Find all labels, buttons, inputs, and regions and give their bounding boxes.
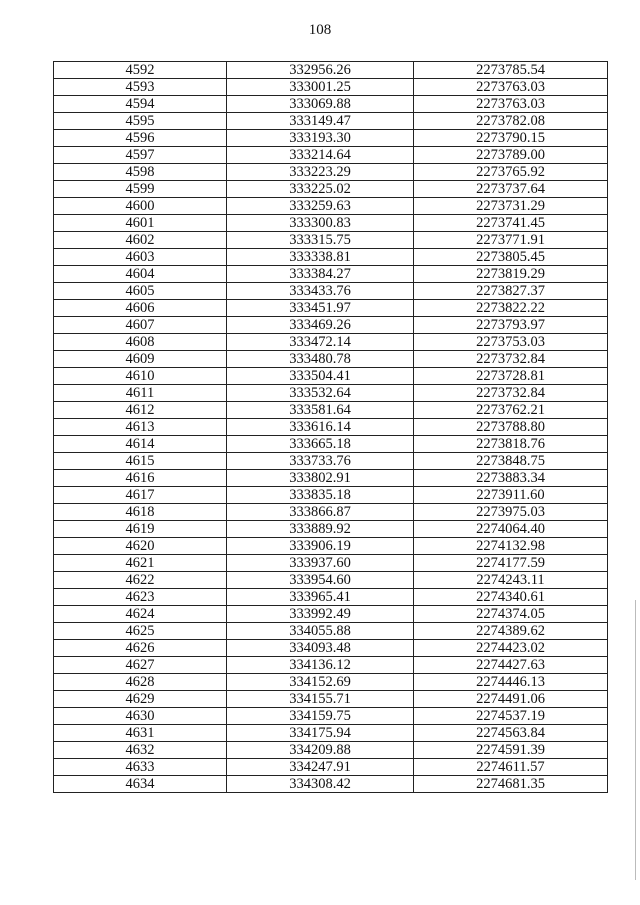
point-number-cell: 4592 — [54, 62, 227, 79]
x-coordinate-cell: 333504.41 — [227, 368, 414, 385]
point-number-cell: 4616 — [54, 470, 227, 487]
x-coordinate-cell: 333665.18 — [227, 436, 414, 453]
point-number-cell: 4603 — [54, 249, 227, 266]
table-row — [54, 725, 608, 742]
y-coordinate-cell: 2273822.22 — [414, 300, 608, 317]
y-coordinate-cell: 2274537.19 — [414, 708, 608, 725]
point-number-cell: 4609 — [54, 351, 227, 368]
point-number-cell: 4623 — [54, 589, 227, 606]
point-number-cell: 4598 — [54, 164, 227, 181]
y-coordinate-cell: 2273771.91 — [414, 232, 608, 249]
table-row — [54, 419, 608, 436]
x-coordinate-cell: 334093.48 — [227, 640, 414, 657]
y-coordinate-cell: 2274389.62 — [414, 623, 608, 640]
table-row — [54, 640, 608, 657]
y-coordinate-cell: 2274423.02 — [414, 640, 608, 657]
point-number-cell: 4595 — [54, 113, 227, 130]
point-number-cell: 4617 — [54, 487, 227, 504]
point-number-cell: 4607 — [54, 317, 227, 334]
table-row — [54, 147, 608, 164]
x-coordinate-cell: 333193.30 — [227, 130, 414, 147]
point-number-cell: 4605 — [54, 283, 227, 300]
table-row — [54, 334, 608, 351]
table-row — [54, 708, 608, 725]
y-coordinate-cell: 2274427.63 — [414, 657, 608, 674]
table-row — [54, 130, 608, 147]
y-coordinate-cell: 2274591.39 — [414, 742, 608, 759]
point-number-cell: 4597 — [54, 147, 227, 164]
table-row — [54, 96, 608, 113]
table-row — [54, 742, 608, 759]
point-number-cell: 4621 — [54, 555, 227, 572]
y-coordinate-cell: 2273782.08 — [414, 113, 608, 130]
y-coordinate-cell: 2273763.03 — [414, 79, 608, 96]
y-coordinate-cell: 2273737.64 — [414, 181, 608, 198]
table-row — [54, 470, 608, 487]
point-number-cell: 4634 — [54, 776, 227, 793]
table-row — [54, 487, 608, 504]
point-number-cell: 4622 — [54, 572, 227, 589]
coordinates-table — [53, 61, 608, 793]
table-row — [54, 691, 608, 708]
x-coordinate-cell: 334136.12 — [227, 657, 414, 674]
table-row — [54, 555, 608, 572]
table-row — [54, 589, 608, 606]
x-coordinate-cell: 334308.42 — [227, 776, 414, 793]
x-coordinate-cell: 333259.63 — [227, 198, 414, 215]
y-coordinate-cell: 2273741.45 — [414, 215, 608, 232]
x-coordinate-cell: 333532.64 — [227, 385, 414, 402]
point-number-cell: 4600 — [54, 198, 227, 215]
table-row — [54, 436, 608, 453]
table-row — [54, 674, 608, 691]
y-coordinate-cell: 2274340.61 — [414, 589, 608, 606]
page-number: 108 — [308, 22, 332, 38]
x-coordinate-cell: 333954.60 — [227, 572, 414, 589]
point-number-cell: 4596 — [54, 130, 227, 147]
point-number-cell: 4612 — [54, 402, 227, 419]
table-row — [54, 385, 608, 402]
point-number-cell: 4633 — [54, 759, 227, 776]
table-row — [54, 283, 608, 300]
y-coordinate-cell: 2273732.84 — [414, 385, 608, 402]
point-number-cell: 4608 — [54, 334, 227, 351]
x-coordinate-cell: 333433.76 — [227, 283, 414, 300]
table-row — [54, 249, 608, 266]
y-coordinate-cell: 2273911.60 — [414, 487, 608, 504]
x-coordinate-cell: 334055.88 — [227, 623, 414, 640]
y-coordinate-cell: 2273763.03 — [414, 96, 608, 113]
point-number-cell: 4618 — [54, 504, 227, 521]
point-number-cell: 4630 — [54, 708, 227, 725]
point-number-cell: 4629 — [54, 691, 227, 708]
y-coordinate-cell: 2273883.34 — [414, 470, 608, 487]
x-coordinate-cell: 334159.75 — [227, 708, 414, 725]
x-coordinate-cell: 333906.19 — [227, 538, 414, 555]
table-row — [54, 266, 608, 283]
y-coordinate-cell: 2273765.92 — [414, 164, 608, 181]
point-number-cell: 4624 — [54, 606, 227, 623]
x-coordinate-cell: 334175.94 — [227, 725, 414, 742]
x-coordinate-cell: 333315.75 — [227, 232, 414, 249]
x-coordinate-cell: 334247.91 — [227, 759, 414, 776]
table-row — [54, 368, 608, 385]
point-number-cell: 4632 — [54, 742, 227, 759]
y-coordinate-cell: 2273848.75 — [414, 453, 608, 470]
y-coordinate-cell: 2273827.37 — [414, 283, 608, 300]
x-coordinate-cell: 333965.41 — [227, 589, 414, 606]
point-number-cell: 4599 — [54, 181, 227, 198]
y-coordinate-cell: 2273793.97 — [414, 317, 608, 334]
x-coordinate-cell: 332956.26 — [227, 62, 414, 79]
y-coordinate-cell: 2273788.80 — [414, 419, 608, 436]
x-coordinate-cell: 333733.76 — [227, 453, 414, 470]
point-number-cell: 4611 — [54, 385, 227, 402]
table-row — [54, 181, 608, 198]
y-coordinate-cell: 2273785.54 — [414, 62, 608, 79]
table-row — [54, 776, 608, 793]
y-coordinate-cell: 2274491.06 — [414, 691, 608, 708]
x-coordinate-cell: 333451.97 — [227, 300, 414, 317]
x-coordinate-cell: 333616.14 — [227, 419, 414, 436]
table-row — [54, 623, 608, 640]
y-coordinate-cell: 2274446.13 — [414, 674, 608, 691]
y-coordinate-cell: 2274374.05 — [414, 606, 608, 623]
table-row — [54, 504, 608, 521]
table-row — [54, 606, 608, 623]
point-number-cell: 4602 — [54, 232, 227, 249]
scan-edge-line — [635, 600, 636, 880]
x-coordinate-cell: 333469.26 — [227, 317, 414, 334]
point-number-cell: 4631 — [54, 725, 227, 742]
y-coordinate-cell: 2273790.15 — [414, 130, 608, 147]
x-coordinate-cell: 333480.78 — [227, 351, 414, 368]
table-row — [54, 198, 608, 215]
point-number-cell: 4601 — [54, 215, 227, 232]
y-coordinate-cell: 2274611.57 — [414, 759, 608, 776]
y-coordinate-cell: 2274132.98 — [414, 538, 608, 555]
table-row — [54, 402, 608, 419]
table-row — [54, 521, 608, 538]
table-row — [54, 317, 608, 334]
x-coordinate-cell: 333992.49 — [227, 606, 414, 623]
x-coordinate-cell: 334152.69 — [227, 674, 414, 691]
table-row — [54, 453, 608, 470]
point-number-cell: 4614 — [54, 436, 227, 453]
point-number-cell: 4625 — [54, 623, 227, 640]
y-coordinate-cell: 2274064.40 — [414, 521, 608, 538]
table-row — [54, 657, 608, 674]
x-coordinate-cell: 333472.14 — [227, 334, 414, 351]
table-row — [54, 215, 608, 232]
table-row — [54, 538, 608, 555]
x-coordinate-cell: 333889.92 — [227, 521, 414, 538]
y-coordinate-cell: 2273975.03 — [414, 504, 608, 521]
x-coordinate-cell: 333384.27 — [227, 266, 414, 283]
point-number-cell: 4606 — [54, 300, 227, 317]
point-number-cell: 4620 — [54, 538, 227, 555]
x-coordinate-cell: 333338.81 — [227, 249, 414, 266]
y-coordinate-cell: 2273731.29 — [414, 198, 608, 215]
y-coordinate-cell: 2273762.21 — [414, 402, 608, 419]
x-coordinate-cell: 333001.25 — [227, 79, 414, 96]
table-row — [54, 351, 608, 368]
y-coordinate-cell: 2273753.03 — [414, 334, 608, 351]
y-coordinate-cell: 2273805.45 — [414, 249, 608, 266]
table-row — [54, 164, 608, 181]
y-coordinate-cell: 2274177.59 — [414, 555, 608, 572]
table-row — [54, 232, 608, 249]
table-row — [54, 113, 608, 130]
y-coordinate-cell: 2274563.84 — [414, 725, 608, 742]
point-number-cell: 4610 — [54, 368, 227, 385]
table-row — [54, 759, 608, 776]
point-number-cell: 4628 — [54, 674, 227, 691]
y-coordinate-cell: 2273728.81 — [414, 368, 608, 385]
y-coordinate-cell: 2274681.35 — [414, 776, 608, 793]
x-coordinate-cell: 333866.87 — [227, 504, 414, 521]
x-coordinate-cell: 333581.64 — [227, 402, 414, 419]
y-coordinate-cell: 2273732.84 — [414, 351, 608, 368]
x-coordinate-cell: 334155.71 — [227, 691, 414, 708]
table-row — [54, 300, 608, 317]
point-number-cell: 4604 — [54, 266, 227, 283]
point-number-cell: 4619 — [54, 521, 227, 538]
table-row — [54, 572, 608, 589]
x-coordinate-cell: 333802.91 — [227, 470, 414, 487]
y-coordinate-cell: 2273789.00 — [414, 147, 608, 164]
y-coordinate-cell: 2273819.29 — [414, 266, 608, 283]
x-coordinate-cell: 334209.88 — [227, 742, 414, 759]
point-number-cell: 4627 — [54, 657, 227, 674]
x-coordinate-cell: 333937.60 — [227, 555, 414, 572]
x-coordinate-cell: 333223.29 — [227, 164, 414, 181]
coordinates-table-body — [54, 62, 608, 793]
x-coordinate-cell: 333214.64 — [227, 147, 414, 164]
point-number-cell: 4594 — [54, 96, 227, 113]
table-row — [54, 79, 608, 96]
point-number-cell: 4615 — [54, 453, 227, 470]
y-coordinate-cell: 2274243.11 — [414, 572, 608, 589]
x-coordinate-cell: 333225.02 — [227, 181, 414, 198]
x-coordinate-cell: 333069.88 — [227, 96, 414, 113]
point-number-cell: 4593 — [54, 79, 227, 96]
point-number-cell: 4613 — [54, 419, 227, 436]
x-coordinate-cell: 333835.18 — [227, 487, 414, 504]
x-coordinate-cell: 333300.83 — [227, 215, 414, 232]
x-coordinate-cell: 333149.47 — [227, 113, 414, 130]
point-number-cell: 4626 — [54, 640, 227, 657]
y-coordinate-cell: 2273818.76 — [414, 436, 608, 453]
table-row — [54, 62, 608, 79]
